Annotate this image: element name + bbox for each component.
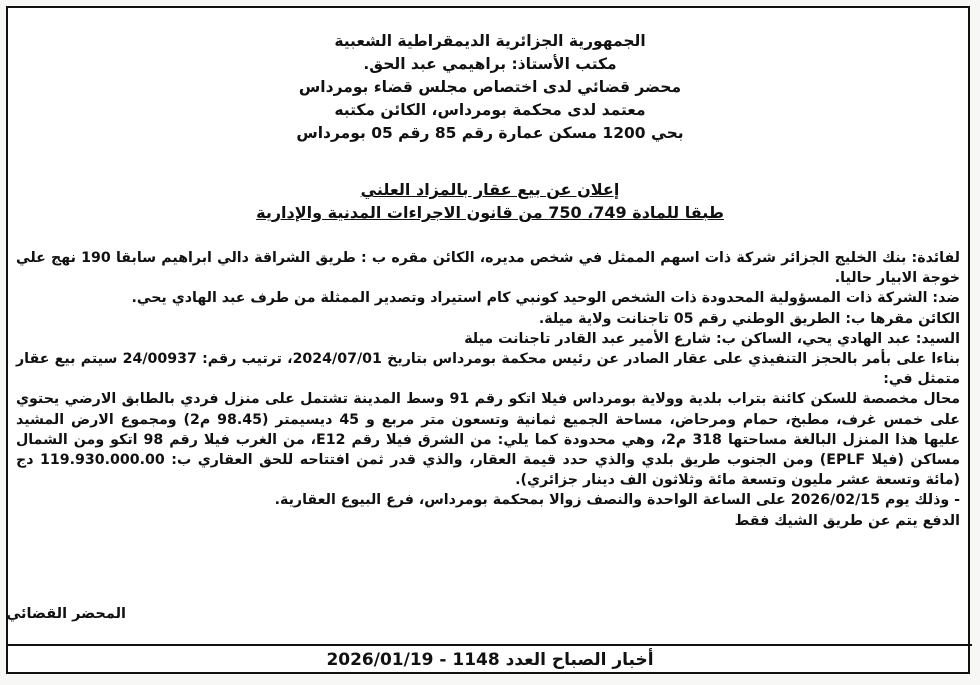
order-paragraph: بناءا على بأمر بالحجز التنفيذي على عقار الصادر عن رئيس محكمة بومرداس بتاريخ 2024/07/01، ترتيب رقم: 24/00937 سيتم بيع عقار متمثل في: [16,351,960,388]
title-main: إعلان عن بيع عقار بالمزاد العلني [360,180,620,199]
defendant-address: الكائن مقرها ب: الطريق الوطني رقم 05 تاجنانت ولاية ميلة. [538,310,960,327]
header-address: بحي 1200 مسكن عمارة رقم 85 رقم 05 بومرداس [296,124,684,142]
header-bailiff: محضر قضائي لدى اختصاص مجلس قضاء بومرداس [298,78,682,96]
header-accredited: معتمد لدى محكمة بومرداس، الكائن مكتبه [334,101,646,119]
footer-divider [8,644,972,646]
title-legal-basis: طبقا للمادة 749، 750 من قانون الاجراءات المدنية والإدارية [256,203,724,222]
defendant-paragraph: ضد: الشركة ذات المسؤولية المحدودة ذات الشخص الوحيد كونبي كام استيراد وتصدير الممثلة من طرف عبد الهادي يحي. [131,290,960,307]
header-republic: الجمهورية الجزائرية الديمقراطية الشعبية [334,32,646,50]
bailiff-signature: المحضر القضائي [6,606,126,622]
newspaper-footer: أخبار الصباح العدد 1148 - 2026/01/19 [326,650,654,670]
property-description: محال مخصصة للسكن كائنة بتراب بلدية وولاية بومرداس فيلا اتكو رقم 91 وسط المدينة تشتمل على منزل فردي بالطابق الارضي يحتوي على خمس غرف، مطبخ، حمام ومرحاض، مساحة الجميع ثمانية وتسعون متر مربع و 45 ديسيمتر (98.45 م2) ومجموع الارض المشيد عليها هذا المنزل البالغة مساحتها 318 م2، وهي محدودة كما يلي: من الشرق فيلا رقم E12، من الغرب فيلا رقم 98 اتكو ومن الشمال مساكن (فيلا EPLF) ومن الجنوب طريق بلدي والذي حدد قيمة العقار، والذي قدر ثمن افتتاحه للحق العقاري ب: 119.930.000.00 دج (مائة وتسعة عشر مليون وتسعة مائة وثلاثون الف دينار جزائري). [16,391,960,489]
payment-method: الدفع يتم عن طريق الشيك فقط [734,512,960,529]
announcement-title [8,178,972,224]
announcement-body [16,248,960,531]
document-header [8,30,972,145]
beneficiary-paragraph: لفائدة: بنك الخليج الجزائر شركة ذات اسهم الممثل في شخص مديره، الكائن مقره ب : طريق الشراقة دالي ابراهيم سابقا 190 نهج علي خوجة الابيار حاليا. [16,250,960,287]
announcement-frame [6,6,970,674]
mister-paragraph: السيد: عبد الهادي يحي، الساكن ب: شارع الأمير عبد القادر تاجنانت ميلة [464,330,960,347]
auction-date: - وذلك يوم 2026/02/15 على الساعة الواحدة والنصف زوالا بمحكمة بومرداس، فرع البيوع العقارية. [274,492,960,509]
header-office: مكتب الأستاذ: براهيمي عبد الحق. [363,55,617,73]
